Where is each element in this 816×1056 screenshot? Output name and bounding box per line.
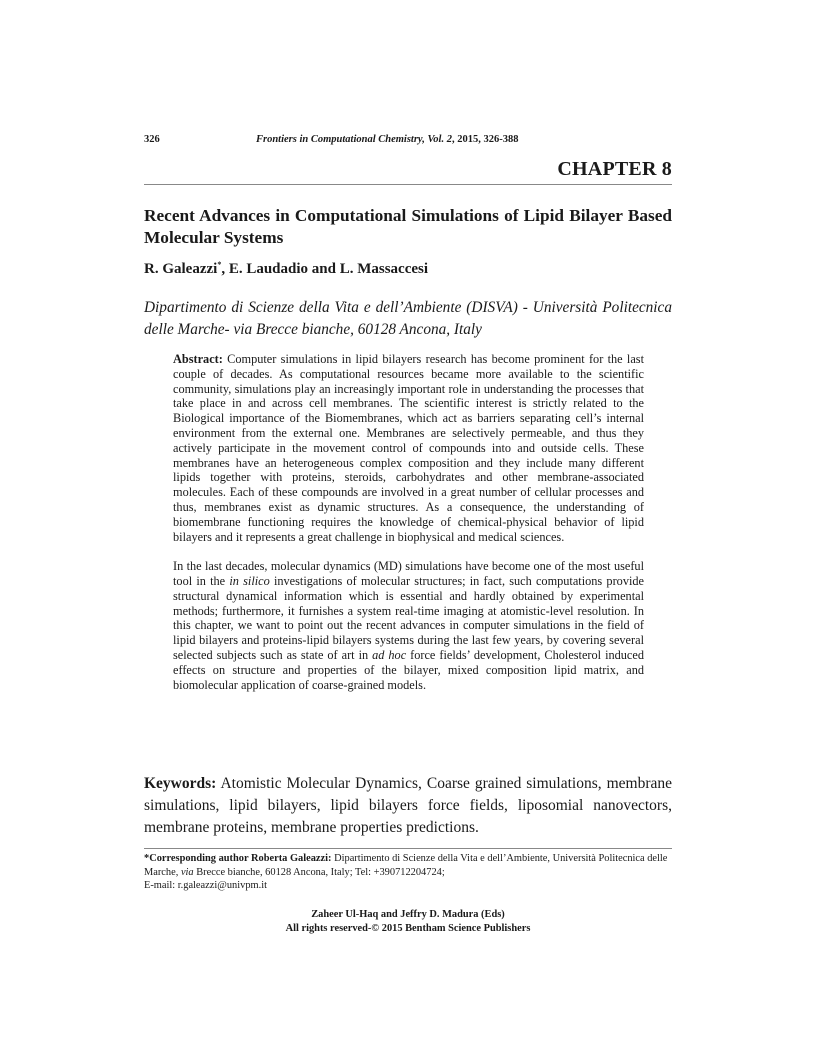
journal-year-pages: , 2015, 326-388: [451, 134, 519, 145]
editors-block: [144, 908, 672, 935]
page-number: 326: [144, 134, 160, 145]
corresponding-author-label: *Corresponding author Roberta Galeazzi:: [144, 853, 332, 864]
abstract-label: Abstract:: [173, 352, 223, 366]
first-author: R. Galeazzi: [144, 261, 218, 277]
footnote-via: via: [180, 866, 194, 878]
abstract-paragraph-1: [173, 352, 644, 544]
abstract-text-2b: investigations of molecular structures; in fact, such computations provide structural dynamical information which is essential and hardly obtained by experimental methods; furthermore, it furnishes a system real-time imaging at atomistic-level resolution. In this chapter, we want to point out the recent advances in computer simulations in the field of lipid bilayers and proteins-lipid bilayers systems during the last few years, by covering several selected subjects such as state of art in: [173, 573, 644, 662]
chapter-label: CHAPTER 8: [557, 158, 672, 180]
keywords-text: Atomistic Molecular Dynamics, Coarse grained simulations, membrane simulations, lipid bilayers, lipid bilayers force fields, liposomial nanovectors, membrane proteins, membrane properties predictions.: [144, 775, 672, 836]
chapter-divider: [144, 184, 672, 185]
footnote-divider: [144, 848, 672, 849]
abstract-italic-in-silico: in silico: [229, 573, 270, 588]
author-list: [144, 260, 428, 278]
abstract-text-2a: In the last decades, molecular dynamics (MD) simulations have become one of the most useful tool in the: [173, 559, 644, 588]
abstract-paragraph-2: [173, 559, 644, 692]
keywords: [144, 773, 672, 839]
abstract-text-2c: force fields’ development, Cholesterol induced effects on structure and properties of the bilayer, mixed composition lipid matrix, and biomolecular application of coarse-grained models.: [173, 647, 644, 692]
journal-name: Frontiers in Computational Chemistry, Vol. 2: [256, 134, 452, 145]
footnote: [144, 852, 672, 893]
footnote-email: E-mail: r.galeazzi@univpm.it: [144, 880, 267, 891]
abstract-italic-ad-hoc: ad hoc: [372, 647, 407, 662]
article-title: Recent Advances in Computational Simulations of Lipid Bilayer Based Molecular Systems: [144, 206, 672, 247]
footnote-text-b: Brecce bianche, 60128 Ancona, Italy; Tel: +390712204724;: [193, 866, 445, 878]
abstract-text-1: Computer simulations in lipid bilayers research has become prominent for the last couple of decades. As computational resources became more available to the scientific community, simulations play an increasingly important role in understanding the processes that take place in and across cell membranes. The scientific interest is strictly related to the Biological importance of the Biomembranes, which act as barriers separating cell’s internal environment from the external one. Membranes are selectively permeable, and thus they actively participate in the movement control of compounds into and outside cells. These membranes have an heterogeneous complex composition and they include many different lipids together with proteins, steroids, carbohydrates and other membrane-associated molecules. Each of these compounds are involved in a great number of cellular processes and thus, membranes exist as dynamic structures. As a consequence, the understanding of biomembrane functioning requires the knowledge of chemical-physical behavior of lipid bilayers and it represents a great challenge in biophysical and medical sciences.: [173, 352, 644, 544]
editors-line: Zaheer Ul-Haq and Jeffry D. Madura (Eds): [311, 909, 505, 920]
other-authors: , E. Laudadio and L. Massaccesi: [221, 261, 429, 277]
abstract: [173, 352, 644, 692]
journal-title: [256, 134, 518, 145]
keywords-label: Keywords:: [144, 775, 217, 792]
footnote-text-a: Dipartimento di Scienze della Vita e dell’Ambiente, Università Politecnica delle Marche,: [144, 853, 668, 878]
corresponding-mark: *: [217, 260, 222, 269]
affiliation: Dipartimento di Scienze della Vita e dell’Ambiente (DISVA) - Università Politecnica delle Marche- via Brecce bianche, 60128 Ancona, Italy: [144, 299, 672, 338]
copyright-line: All rights reserved-© 2015 Bentham Science Publishers: [285, 922, 531, 934]
